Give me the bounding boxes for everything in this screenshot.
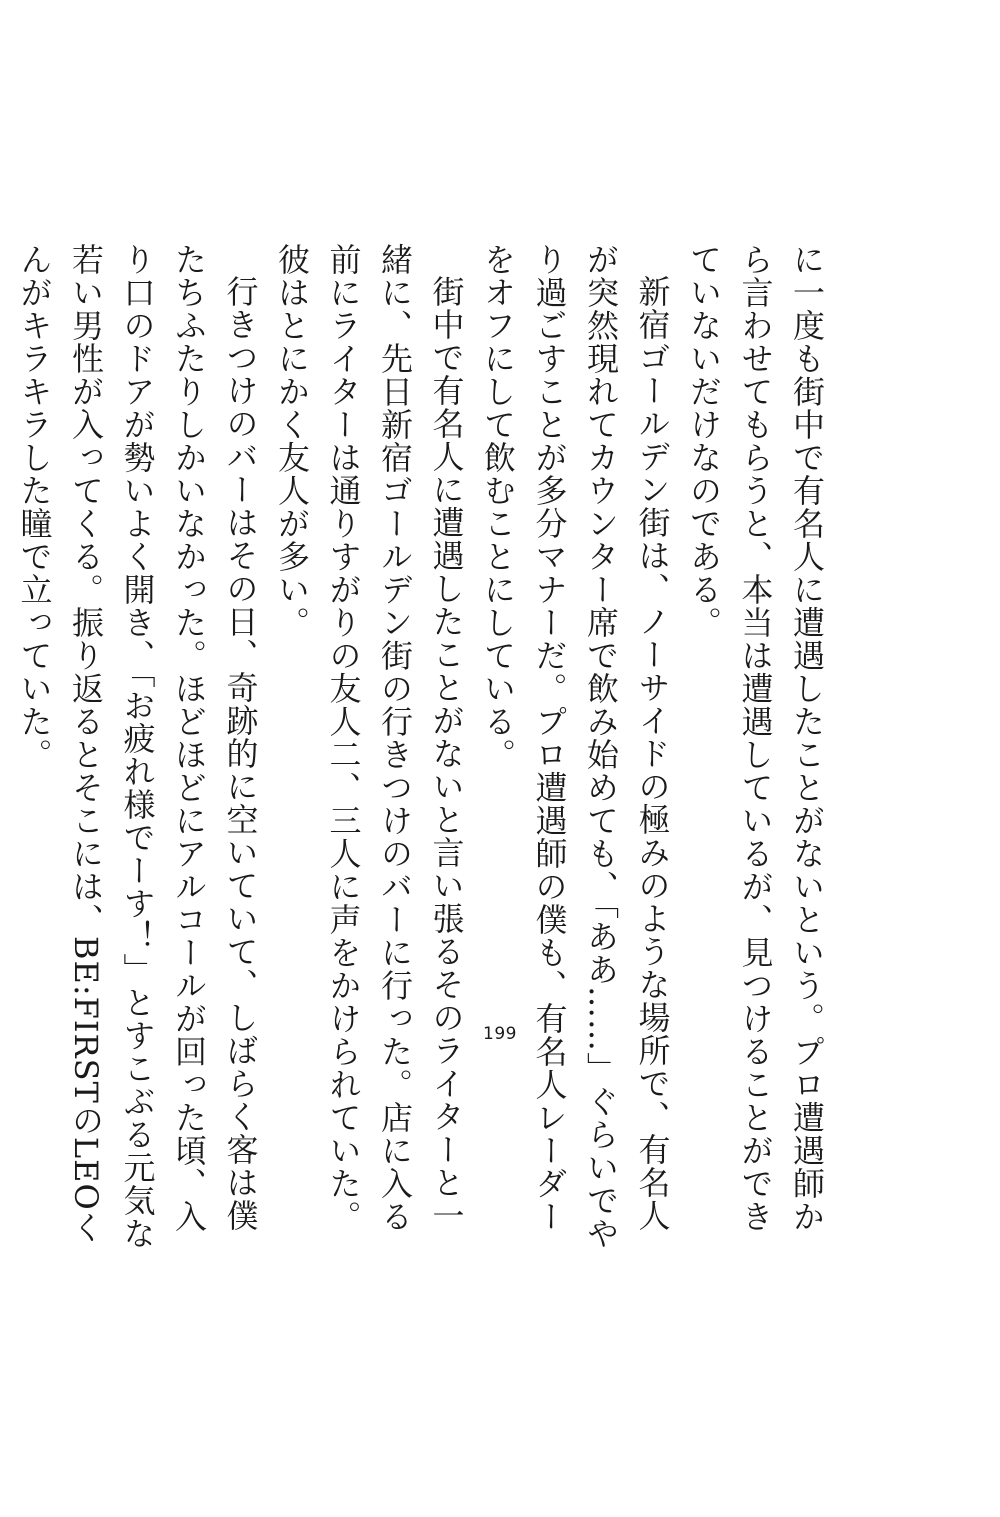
page-number: 199 (483, 1024, 517, 1044)
paragraph-2: 新宿ゴールデン街は、ノーサイドの極みのような場所で、有名人が突然現れてカウンター席で飲み始めても、「ああ……」ぐらいでやり過ごすことが多分マナーだ。プロ遭遇師の僕も、有名人レーダーをオフにして飲むことにしている。 (479, 243, 672, 1250)
paragraph-3: 街中で有名人に遭遇したことがないと言い張るそのライターと一緒に、先日新宿ゴールデン街の行きつけのバーに行った。店に入る前にライターは通りすがりの友人二、三人に声をかけられていた。彼はとにかく友人が多い。 (273, 243, 466, 1233)
paragraph-1: に一度も街中で有名人に遭遇したことがないという。プロ遭遇師から言わせてもらうと、本当は遭遇しているが、見つけることができていないだけなのである。 (685, 243, 826, 1233)
body-text (15, 243, 832, 1263)
paragraph-4: 行きつけのバーはその日、奇跡的に空いていて、しばらく客は僕たちふたりしかいなかった。ほどほどにアルコールが回った頃、入り口のドアが勢いよく開き、「お疲れ様でーす！」とすこぶる元気な若い男性が入ってくる。振り返るとそこには、BE:FIRSTのLEOくんがキラキラした瞳で立っていた。 (15, 243, 260, 1250)
